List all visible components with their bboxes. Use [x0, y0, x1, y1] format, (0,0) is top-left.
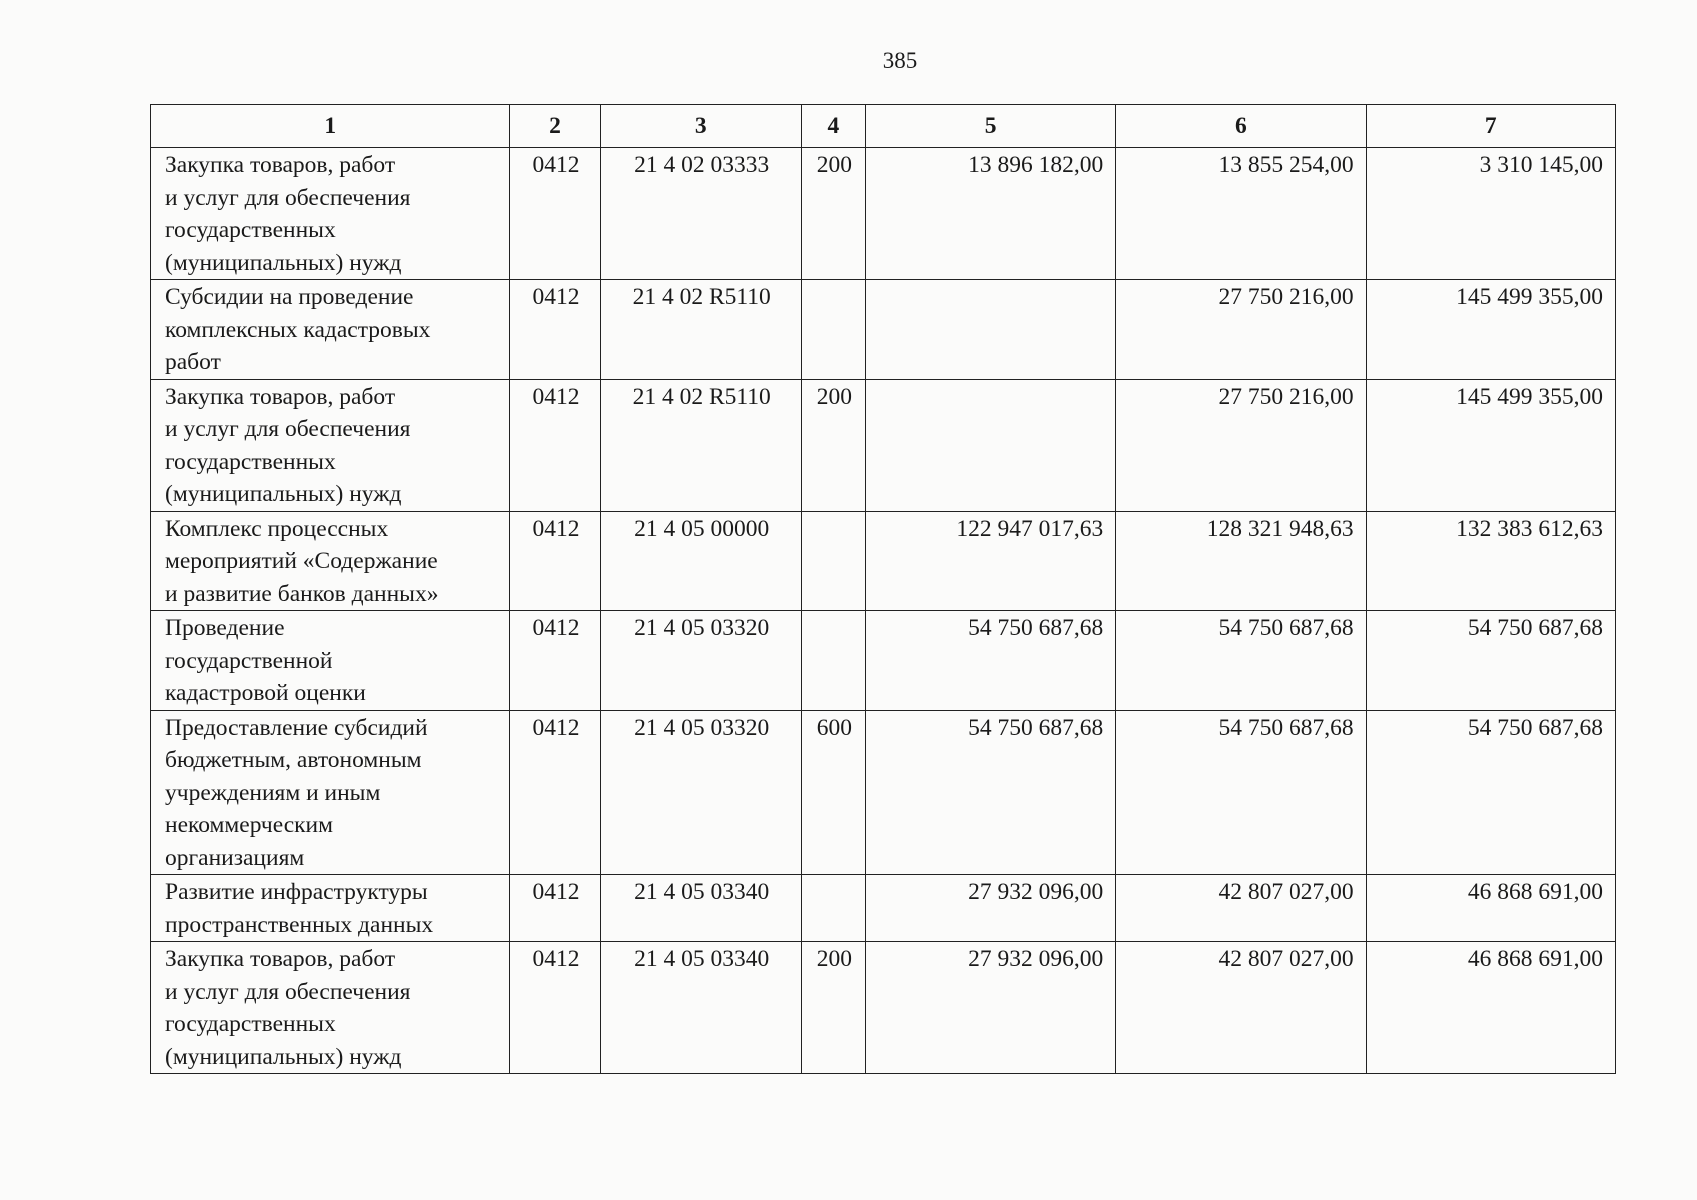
target-article-cell: 21 4 05 03340: [600, 942, 801, 1074]
section-code-cell: 0412: [510, 379, 600, 511]
header-cell: 3: [600, 105, 801, 148]
section-code-cell: 0412: [510, 710, 600, 875]
section-code-cell: 0412: [510, 611, 600, 711]
expense-type-cell: [801, 875, 865, 942]
row-name-line: пространственных данных: [165, 911, 434, 938]
row-name-line: Развитие инфраструктуры: [165, 879, 428, 905]
row-name-line: и услуг для обеспечения: [165, 184, 411, 211]
expense-type-cell: [801, 511, 865, 611]
amount-col5-cell: 54 750 687,68: [865, 611, 1115, 711]
row-name-line: Субсидии на проведение: [165, 284, 414, 310]
row-name-line: государственной: [165, 647, 333, 674]
amount-col5-cell: 13 896 182,00: [865, 148, 1115, 280]
expense-type-cell: [801, 611, 865, 711]
amount-col7-cell: 3 310 145,00: [1366, 148, 1615, 280]
section-code-cell: 0412: [510, 511, 600, 611]
row-name-line: (муниципальных) нужд: [165, 1043, 402, 1070]
section-code-cell: 0412: [510, 148, 600, 280]
amount-col6-cell: 128 321 948,63: [1116, 511, 1366, 611]
header-cell: 6: [1116, 105, 1366, 148]
row-name-line: некоммерческим: [165, 812, 333, 838]
amount-col7-cell: 54 750 687,68: [1366, 611, 1615, 711]
amount-col5-cell: 27 932 096,00: [865, 942, 1115, 1074]
amount-col5-cell: [865, 280, 1115, 380]
header-row: [151, 105, 1616, 148]
amount-col6-cell: 27 750 216,00: [1116, 280, 1366, 380]
section-code-cell: 0412: [510, 875, 600, 942]
table-row: [151, 875, 1616, 942]
row-name-line: мероприятий «Содержание: [165, 548, 438, 574]
table-row: [151, 611, 1616, 711]
row-name-line: (муниципальных) нужд: [165, 249, 402, 276]
target-article-cell: 21 4 05 03340: [600, 875, 801, 942]
section-code-cell: 0412: [510, 942, 600, 1074]
row-name-line: государственных: [165, 448, 336, 475]
amount-col6-cell: 54 750 687,68: [1116, 710, 1366, 875]
row-name-cell: [151, 511, 510, 611]
page-number: 385: [882, 48, 918, 73]
row-name-line: государственных: [165, 217, 336, 243]
row-name-line: и услуг для обеспечения: [165, 416, 411, 442]
expense-type-cell: 600: [801, 710, 865, 875]
header-cell: 7: [1366, 105, 1615, 148]
amount-col7-cell: 145 499 355,00: [1366, 379, 1615, 511]
target-article-cell: 21 4 05 03320: [600, 710, 801, 875]
row-name-line: Закупка товаров, работ: [165, 946, 396, 972]
amount-col5-cell: 27 932 096,00: [865, 875, 1115, 942]
row-name-cell: [151, 710, 510, 875]
expense-type-cell: 200: [801, 379, 865, 511]
row-name-line: бюджетным, автономным: [165, 747, 422, 773]
table-row: [151, 379, 1616, 511]
table-row: [151, 942, 1616, 1074]
row-name-line: комплексных кадастровых: [165, 316, 431, 343]
amount-col6-cell: 54 750 687,68: [1116, 611, 1366, 711]
amount-col6-cell: 27 750 216,00: [1116, 379, 1366, 511]
row-name-line: Проведение: [165, 615, 285, 641]
row-name-line: Предоставление субсидий: [165, 714, 428, 741]
target-article-cell: 21 4 05 03320: [600, 611, 801, 711]
row-name-cell: [151, 148, 510, 280]
expense-type-cell: 200: [801, 148, 865, 280]
amount-col7-cell: 46 868 691,00: [1366, 942, 1615, 1074]
target-article-cell: 21 4 02 R5110: [600, 280, 801, 380]
amount-col7-cell: 145 499 355,00: [1366, 280, 1615, 380]
target-article-cell: 21 4 05 00000: [600, 511, 801, 611]
row-name-line: Закупка товаров, работ: [165, 152, 396, 178]
amount-col6-cell: 42 807 027,00: [1116, 942, 1366, 1074]
amount-col6-cell: 42 807 027,00: [1116, 875, 1366, 942]
row-name-cell: [151, 379, 510, 511]
row-name-line: организациям: [165, 844, 305, 871]
amount-col5-cell: 122 947 017,63: [865, 511, 1115, 611]
amount-col7-cell: 46 868 691,00: [1366, 875, 1615, 942]
row-name-cell: [151, 611, 510, 711]
table-row: [151, 511, 1616, 611]
row-name-line: и развитие банков данных»: [165, 580, 439, 607]
header-cell: 1: [151, 105, 510, 148]
row-name-line: государственных: [165, 1011, 336, 1037]
table-row: [151, 280, 1616, 380]
amount-col5-cell: 54 750 687,68: [865, 710, 1115, 875]
header-cell: 5: [865, 105, 1115, 148]
row-name-cell: [151, 875, 510, 942]
row-name-cell: [151, 942, 510, 1074]
amount-col7-cell: 132 383 612,63: [1366, 511, 1615, 611]
row-name-line: (муниципальных) нужд: [165, 481, 402, 507]
amount-col7-cell: 54 750 687,68: [1366, 710, 1615, 875]
expense-type-cell: 200: [801, 942, 865, 1074]
target-article-cell: 21 4 02 03333: [600, 148, 801, 280]
table-row: [151, 148, 1616, 280]
row-name-line: кадастровой оценки: [165, 680, 366, 706]
expense-type-cell: [801, 280, 865, 380]
row-name-line: и услуг для обеспечения: [165, 978, 411, 1005]
section-code-cell: 0412: [510, 280, 600, 380]
target-article-cell: 21 4 02 R5110: [600, 379, 801, 511]
amount-col6-cell: 13 855 254,00: [1116, 148, 1366, 280]
row-name-line: работ: [165, 349, 221, 375]
header-cell: 4: [801, 105, 865, 148]
row-name-cell: [151, 280, 510, 380]
header-cell: 2: [510, 105, 600, 148]
row-name-line: Закупка товаров, работ: [165, 383, 396, 410]
table-row: [151, 710, 1616, 875]
row-name-line: учреждениям и иным: [165, 779, 381, 806]
budget-table: [150, 104, 1616, 1074]
row-name-line: Комплекс процессных: [165, 515, 389, 542]
amount-col5-cell: [865, 379, 1115, 511]
